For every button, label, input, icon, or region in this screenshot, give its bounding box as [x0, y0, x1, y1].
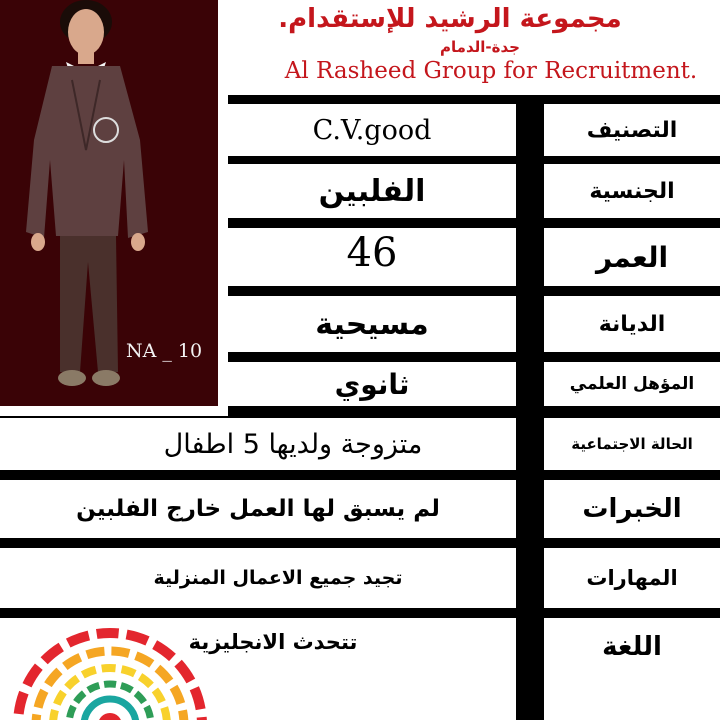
row-value-education: ثانوي — [228, 362, 516, 406]
photo-frame-bottom — [0, 406, 228, 416]
photo-frame — [218, 0, 228, 416]
candidate-code: NA _ 10 — [126, 340, 203, 362]
company-title-arabic: مجموعة الرشيد للإستقدام. — [278, 4, 622, 34]
row-label-religion: الديانة — [544, 296, 720, 352]
company-title-english: Al Rasheed Group for Recruitment. — [284, 58, 698, 84]
row-value-age: 46 — [228, 228, 516, 286]
row-label-classification: التصنيف — [544, 104, 720, 156]
row-label-education: المؤهل العلمي — [544, 362, 720, 406]
row-label-nationality: الجنسية — [544, 164, 720, 218]
row-value-experience: لم يسبق لها العمل خارج الفلبين — [0, 480, 516, 538]
row-label-marital-status: الحالة الاجتماعية — [544, 418, 720, 470]
row-value-skills: تجيد جميع الاعمال المنزلية — [0, 548, 516, 608]
row-label-language: اللغة — [544, 618, 720, 720]
row-value-marital-status: متزوجة ولديها 5 اطفال — [0, 418, 516, 470]
row-label-skills: المهارات — [544, 548, 720, 608]
floral-ornament-icon — [10, 625, 210, 720]
row-label-experience: الخبرات — [544, 480, 720, 538]
row-value-language: تتحدث الانجليزية — [0, 618, 516, 720]
row-value-nationality: الفلبين — [228, 164, 516, 218]
company-city: جدة-الدمام — [440, 38, 520, 56]
row-label-age: العمر — [544, 228, 720, 286]
row-value-religion: مسيحية — [228, 296, 516, 352]
row-value-classification: C.V.good — [228, 104, 516, 156]
